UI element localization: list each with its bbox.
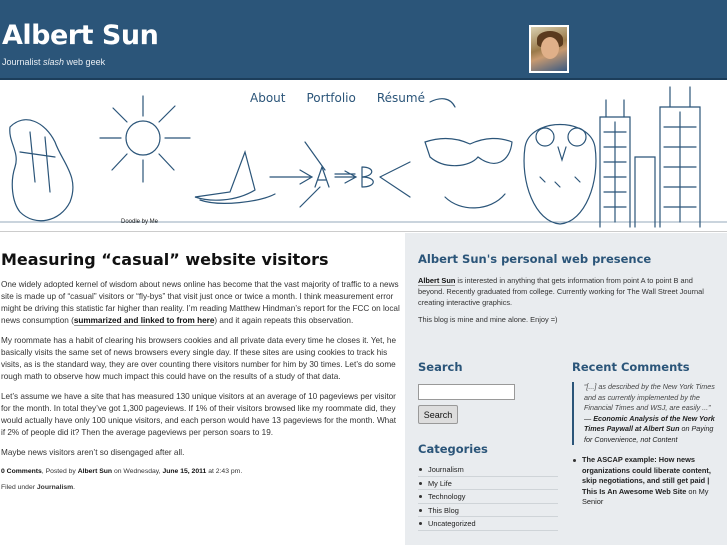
doodle-credit: Doodle by Me: [121, 219, 159, 225]
sunglasses-doodle: [425, 138, 512, 165]
category-item[interactable]: Uncategorized: [418, 517, 558, 531]
main-nav: [250, 91, 446, 105]
site-header: [0, 0, 727, 80]
categories-list: [418, 463, 558, 531]
summary-link[interactable]: summarized and linked to from here: [73, 316, 215, 325]
letter-a-doodle: [315, 167, 329, 187]
post-meta: 0 Comments, Posted by Albert Sun on Wednesday, June 15, 2011 at 2:43 pm.: [1, 468, 243, 475]
main-content: [0, 236, 400, 491]
search-button[interactable]: Search: [418, 405, 458, 424]
sun-rays: [100, 96, 190, 182]
sidebar-left-column: [418, 360, 558, 531]
post-paragraph-1: One widely adopted kernel of wisdom about news online has become that the vast majority of traffic to a news site is made up of “casual” visitors or “fly-bys” that visit just once or twice a month. I think measurement error might be driving this statistic far higher than reality. I’m reading Matthew Hindman’s report for the FCC on local news consumption (summarized and linked to from here) and it again repeats this observation.: [1, 280, 400, 325]
nav-resume[interactable]: Résumé: [376, 91, 425, 105]
recent-comment-2: The ASCAP example: How news organizations could liberate content, skip negotiations, and still get paid | This Is An Awesome Web Site on My Senior: [572, 455, 722, 508]
letter-b-doodle: [362, 167, 373, 187]
comment-2-link[interactable]: The ASCAP example: How news organizations could liberate content, skip negotiations, and still get paid | This Is An Awesome Web Site: [582, 455, 711, 496]
date-link[interactable]: June 15, 2011: [162, 468, 207, 475]
post-paragraph-2: My roommate has a habit of clearing his browsers cookies and all private data every time he closes it. Yet, he basically visits the same set of news browsers every single day. If these sites are using cookies to track his visits, as is the standard way, they are over counting there visitors number for him by 30 times. Let’s do some rough math to observe how much impact this could have on the results of a study of that data.: [1, 336, 397, 381]
recent-comments-title: Recent Comments: [572, 360, 690, 374]
sidebar-right-column: [572, 360, 722, 508]
search-input[interactable]: [418, 384, 515, 400]
author-link[interactable]: Albert Sun: [77, 468, 113, 475]
site-title[interactable]: Albert Sun: [2, 20, 159, 51]
category-item[interactable]: Technology: [418, 490, 558, 504]
comments-link[interactable]: 0 Comments: [1, 468, 42, 475]
smile-doodle: [445, 194, 505, 208]
category-link[interactable]: Journalism: [36, 484, 74, 491]
nav-portfolio[interactable]: Portfolio: [306, 91, 356, 105]
about-section: Albert Sun is interested in anything that gets information from point A to point B and beyond. Recently graduated from college. Currently working for The Wall Street Journal creating interactive graphics. This blog is mine and mine alone. Enjoy =): [418, 276, 704, 324]
post-paragraph-4: Maybe news visitors aren’t so disengaged after all.: [1, 448, 185, 457]
hand-lines: [20, 132, 55, 192]
avatar[interactable]: [529, 25, 569, 73]
avatar-face: [541, 37, 559, 59]
post-title[interactable]: Measuring “casual” website visitors: [1, 250, 329, 269]
doodle-banner: [0, 82, 727, 232]
site-tagline: Journalist slash web geek: [2, 57, 106, 67]
category-item[interactable]: My Life: [418, 477, 558, 491]
recent-comment-1: “[...] as described by the New York Times and as currently implemented by the Financial Times and WSJ, are easily ...” — Economic Analysis of the New York Times Paywall at Albert Sun on Paying for Convenience, not Content: [572, 382, 722, 445]
category-item[interactable]: This Blog: [418, 504, 558, 518]
boat-doodle: [195, 152, 255, 200]
sidebar: [405, 233, 727, 545]
comment-1-link[interactable]: Economic Analysis of the New York Times Paywall at Albert Sun: [584, 413, 715, 433]
search-title: Search: [418, 360, 463, 374]
category-item[interactable]: Journalism: [418, 463, 558, 477]
categories-title: Categories: [418, 442, 488, 456]
about-name-link[interactable]: Albert Sun: [418, 276, 456, 285]
post-filed-under: Filed under Journalism.: [1, 484, 76, 491]
nav-about[interactable]: About: [250, 91, 286, 105]
post-paragraph-3: Let’s assume we have a site that has measured 130 unique visitors at an average of 10 pageviews per visitor for the month. In total they’ve got 1,300 pageviews. If 1% of their visitors browsed like my roommate did, they would actually have only 100 unique visitors, and each person would have 13 pageviews for the month. What if 2% of people did it? Then the average pageviews per person soars to 19.: [1, 392, 397, 437]
sun-doodle: [126, 121, 160, 155]
hand-doodle: [10, 120, 73, 221]
arrow-doodle: [270, 170, 312, 184]
blog-post: [0, 250, 400, 491]
about-title: Albert Sun's personal web presence: [418, 252, 652, 266]
